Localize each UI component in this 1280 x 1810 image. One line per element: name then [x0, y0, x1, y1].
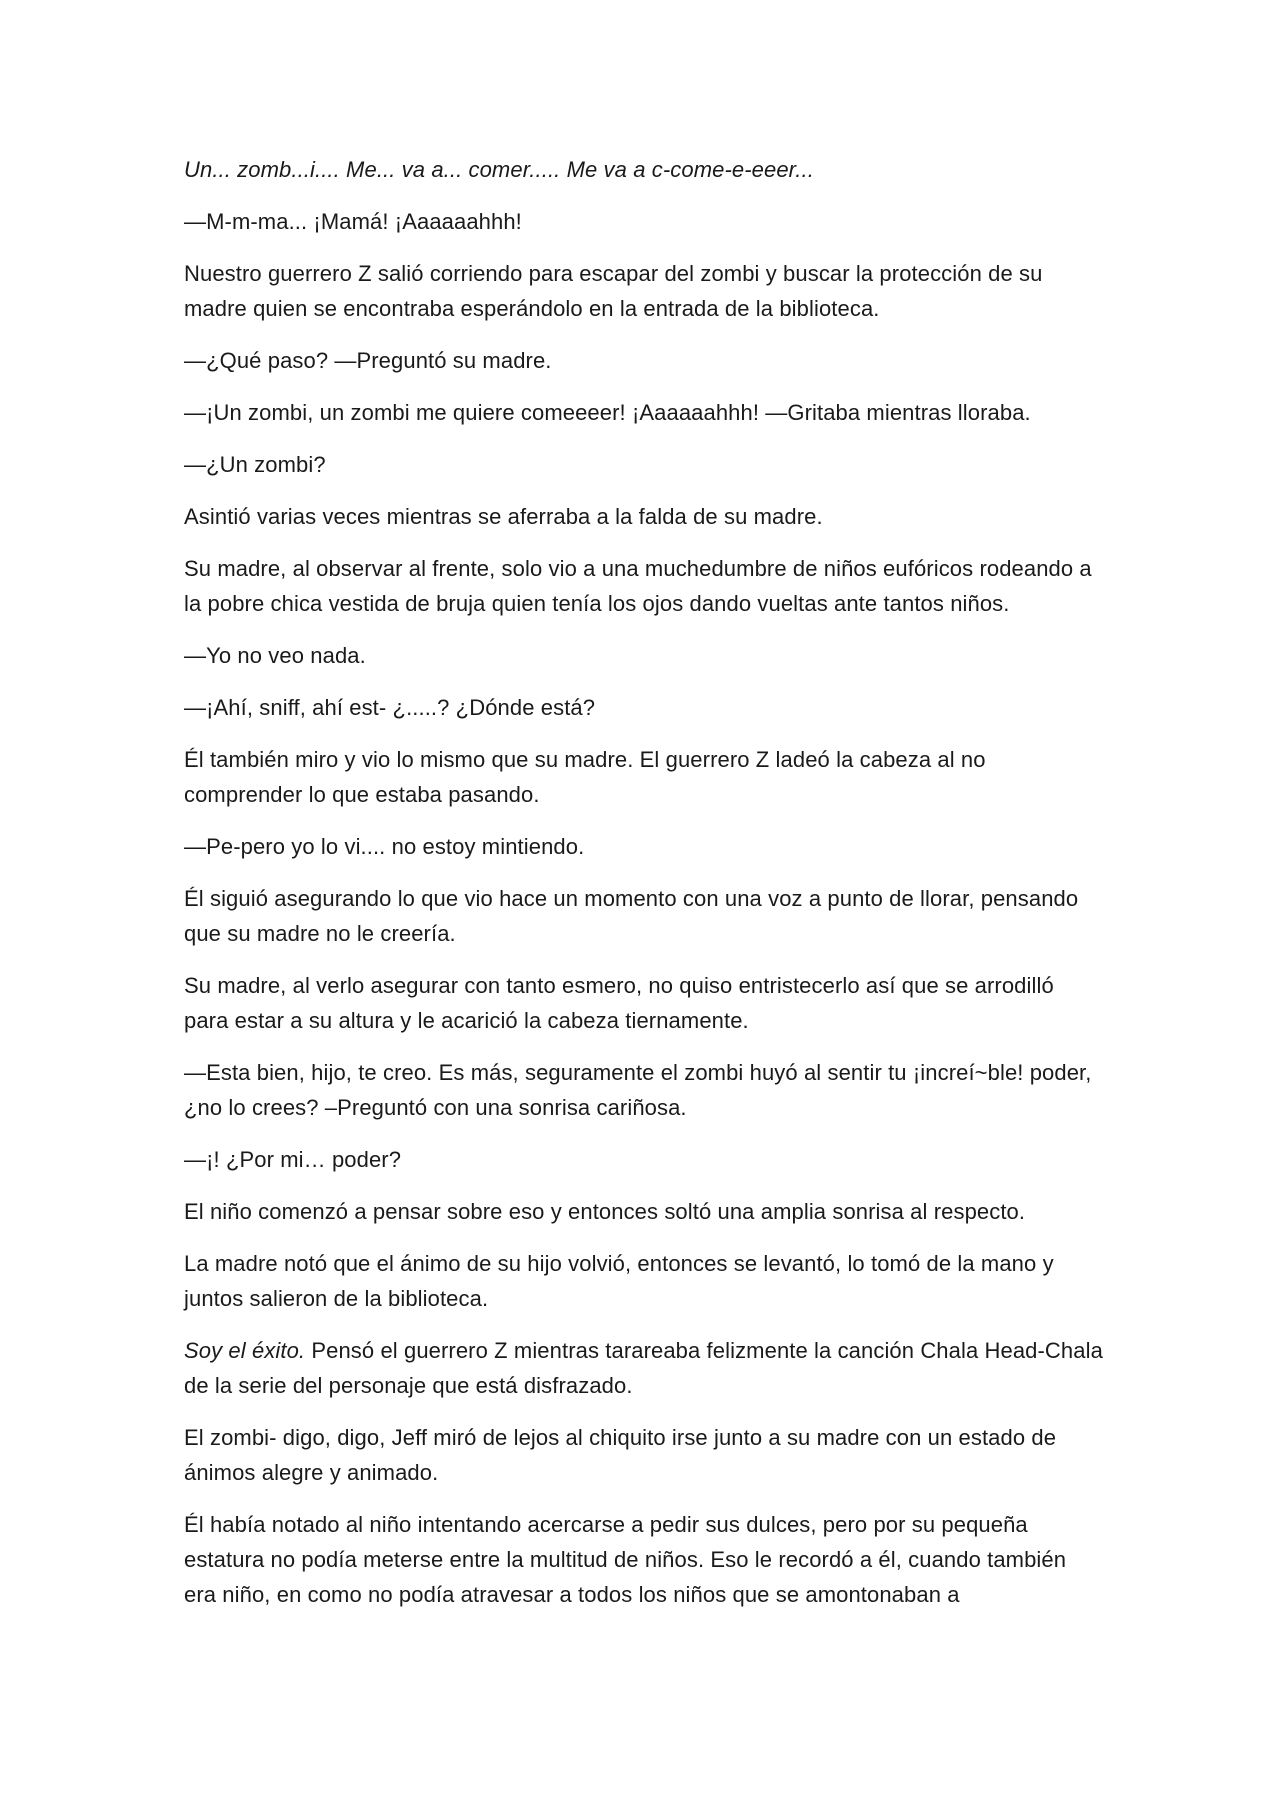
- paragraph-17: [184, 1194, 1104, 1229]
- paragraph-text: —Yo no veo nada.: [184, 643, 366, 668]
- paragraph-3: [184, 256, 1104, 326]
- paragraph-text: —Esta bien, hijo, te creo. Es más, seguramente el zombi huyó al sentir tu ¡increí~ble! poder, ¿no lo crees? –Preguntó con una sonrisa cariñosa.: [184, 1060, 1092, 1120]
- paragraph-text: —¡Ahí, sniff, ahí est- ¿.....? ¿Dónde está?: [184, 695, 596, 720]
- paragraph-text: Asintió varias veces mientras se aferraba a la falda de su madre.: [184, 504, 823, 529]
- paragraph-text: —M-m-ma... ¡Mamá! ¡Aaaaaahhh!: [184, 209, 522, 234]
- paragraph-text: Su madre, al verlo asegurar con tanto esmero, no quiso entristecerlo así que se arrodilló para estar a su altura y le acarició la cabeza tiernamente.: [184, 973, 1054, 1033]
- paragraph-9: [184, 638, 1104, 673]
- paragraph-text: Pensó el guerrero Z mientras tarareaba felizmente la canción Chala Head-Chala de la serie del personaje que está disfrazado.: [184, 1338, 1103, 1398]
- paragraph-text: —¿Un zombi?: [184, 452, 326, 477]
- paragraph-19: [184, 1333, 1104, 1403]
- paragraph-16: [184, 1142, 1104, 1177]
- paragraph-10: [184, 690, 1104, 725]
- paragraph-14: [184, 968, 1104, 1038]
- paragraph-6: [184, 447, 1104, 482]
- paragraph-4: [184, 343, 1104, 378]
- paragraph-7: [184, 499, 1104, 534]
- paragraph-text: Nuestro guerrero Z salió corriendo para escapar del zombi y buscar la protección de su madre quien se encontraba esperándolo en la entrada de la biblioteca.: [184, 261, 1043, 321]
- italic-thought: Un... zomb...i.... Me... va a... comer..... Me va a c-come-e-eeer...: [184, 157, 814, 182]
- paragraph-text: Él había notado al niño intentando acercarse a pedir sus dulces, pero por su pequeña estatura no podía meterse entre la multitud de niños. Eso le recordó a él, cuando también era niño, en como no podía atravesar a todos los niños que se amontonaban a: [184, 1512, 1067, 1607]
- paragraph-8: [184, 551, 1104, 621]
- paragraph-text: Él también miro y vio lo mismo que su madre. El guerrero Z ladeó la cabeza al no comprender lo que estaba pasando.: [184, 747, 986, 807]
- paragraph-text: Su madre, al observar al frente, solo vio a una muchedumbre de niños eufóricos rodeando a la pobre chica vestida de bruja quien tenía los ojos dando vueltas ante tantos niños.: [184, 556, 1092, 616]
- paragraph-text: Él siguió asegurando lo que vio hace un momento con una voz a punto de llorar, pensando que su madre no le creería.: [184, 886, 1079, 946]
- paragraph-18: [184, 1246, 1104, 1316]
- paragraph-text: —¿Qué paso? —Preguntó su madre.: [184, 348, 552, 373]
- paragraph-21: [184, 1507, 1104, 1612]
- paragraph-15: [184, 1055, 1104, 1125]
- paragraph-20: [184, 1420, 1104, 1490]
- paragraph-13: [184, 881, 1104, 951]
- paragraph-text: El niño comenzó a pensar sobre eso y entonces soltó una amplia sonrisa al respecto.: [184, 1199, 1026, 1224]
- paragraph-12: [184, 829, 1104, 864]
- paragraph-5: [184, 395, 1104, 430]
- paragraph-1: [184, 152, 1104, 187]
- italic-thought: Soy el éxito.: [184, 1338, 306, 1363]
- paragraph-text: El zombi- digo, digo, Jeff miró de lejos al chiquito irse junto a su madre con un estado de ánimos alegre y animado.: [184, 1425, 1057, 1485]
- paragraph-text: —Pe-pero yo lo vi.... no estoy mintiendo.: [184, 834, 585, 859]
- paragraph-text: La madre notó que el ánimo de su hijo volvió, entonces se levantó, lo tomó de la mano y juntos salieron de la biblioteca.: [184, 1251, 1054, 1311]
- paragraph-2: [184, 204, 1104, 239]
- paragraph-text: —¡Un zombi, un zombi me quiere comeeeer! ¡Aaaaaahhh! —Gritaba mientras lloraba.: [184, 400, 1031, 425]
- document-page: [184, 152, 1104, 1629]
- paragraph-11: [184, 742, 1104, 812]
- paragraph-text: —¡! ¿Por mi… poder?: [184, 1147, 402, 1172]
